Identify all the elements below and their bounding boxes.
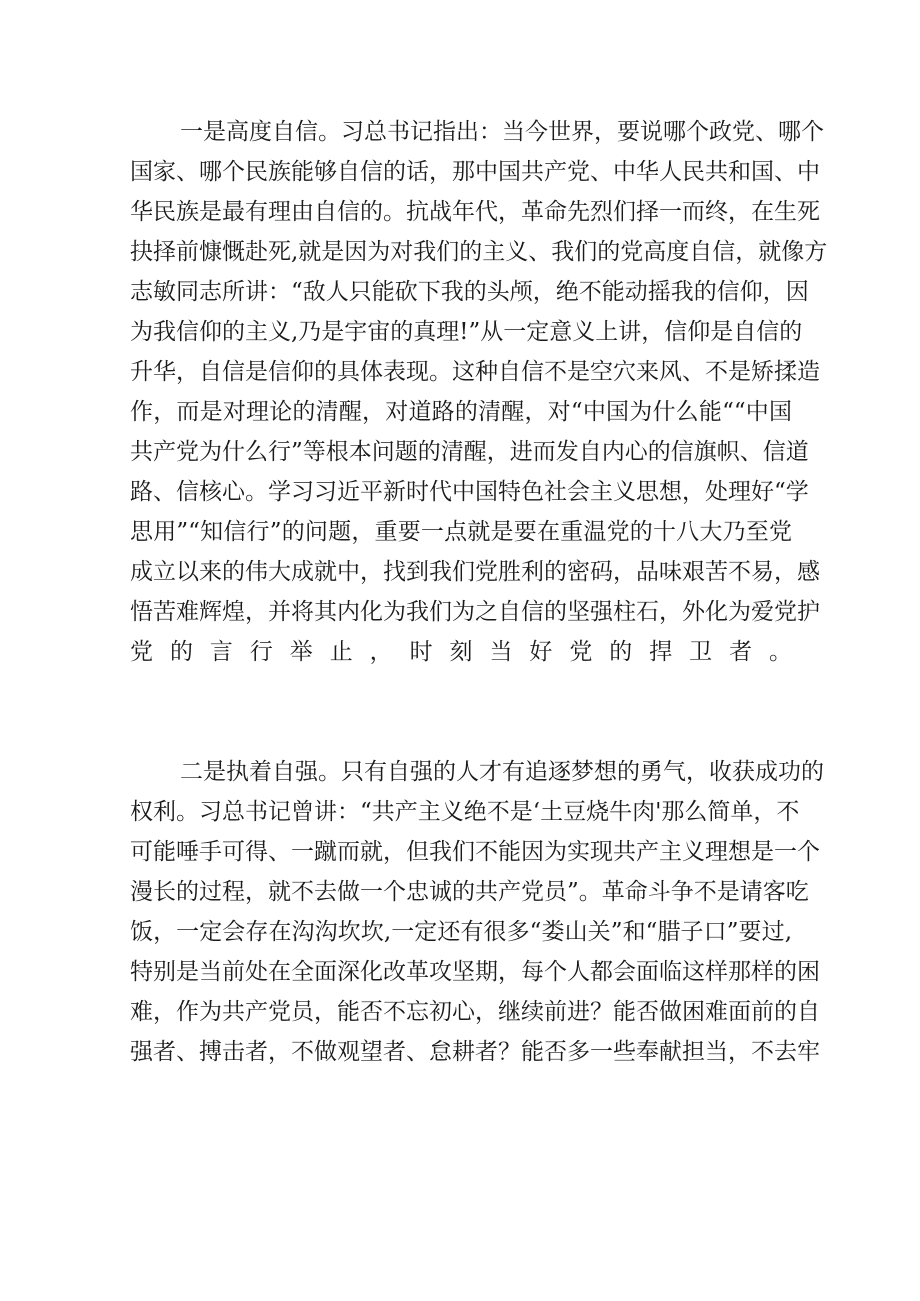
text-line: 作，而是对理论的清醒，对道路的清醒，对“中国为什么能““中国 bbox=[130, 399, 792, 425]
text-line: 思用”“知信行”的问题，重要一点就是要在重温党的十八大乃至党 bbox=[130, 519, 792, 545]
text-line: 可能唾手可得、一蹴而就，但我们不能因为实现共产主义理想是一个 bbox=[130, 839, 820, 865]
text-line: 权利。习总书记曾讲：“共产主义绝不是‘土豆烧牛肉'那么简单，不 bbox=[130, 799, 800, 825]
text-line: 二是执着自强。只有自强的人才有追逐梦想的勇气，收获成功的 bbox=[180, 759, 824, 785]
text-line: 国家、哪个民族能够自信的话，那中国共产党、中华人民共和国、中 bbox=[130, 159, 820, 185]
text-line: 一是高度自信。习总书记指出：当今世界，要说哪个政党、哪个 bbox=[180, 119, 824, 145]
text-line: 共产党为什么行”等根本问题的清醒，进而发自内心的信旗帜、信道 bbox=[130, 439, 809, 465]
paragraph-high-confidence bbox=[130, 112, 828, 672]
text-line: 升华，自信是信仰的具体表现。这种自信不是空穴来风、不是矫揉造 bbox=[130, 359, 820, 385]
text-line: 党的言行举止，时刻当好党的捍卫者。 bbox=[130, 639, 792, 665]
text-line: 成立以来的伟大成就中，找到我们党胜利的密码，品味艰苦不易，感 bbox=[130, 559, 820, 585]
text-line: 抉择前慷慨赴死,就是因为对我们的主义、我们的党高度自信，就像方 bbox=[130, 239, 828, 265]
text-line: 特别是当前处在全面深化改革攻坚期，每个人都会面临这样那样的困 bbox=[130, 959, 820, 985]
text-line: 悟苦难辉煌，并将其内化为我们为之自信的坚强柱石，外化为爱党护 bbox=[130, 599, 820, 625]
text-line: 为我信仰的主义,乃是宇宙的真理!”从一定意义上讲，信仰是自信的 bbox=[130, 319, 803, 345]
text-line: 华民族是最有理由自信的。抗战年代，革命先烈们择一而终，在生死 bbox=[130, 199, 820, 225]
text-line: 难，作为共产党员，能否不忘初心，继续前进？能否做困难面前的自 bbox=[130, 999, 820, 1025]
text-line: 漫长的过程，就不去做一个忠诚的共产党员”。革命斗争不是请客吃 bbox=[130, 879, 809, 905]
text-line: 路、信核心。学习习近平新时代中国特色社会主义思想，处理好“学 bbox=[130, 479, 809, 505]
text-line: 饭，一定会存在沟沟坎坎,一定还有很多“娄山关”和“腊子口”要过, bbox=[130, 919, 792, 945]
text-line: 强者、搏击者，不做观望者、怠耕者？能否多一些奉献担当，不去牢 bbox=[130, 1039, 820, 1065]
paragraph-perseverance bbox=[130, 752, 824, 1072]
text-line: 志敏同志所讲：“敌人只能砍下我的头颅，绝不能动摇我的信仰，因 bbox=[130, 279, 809, 305]
